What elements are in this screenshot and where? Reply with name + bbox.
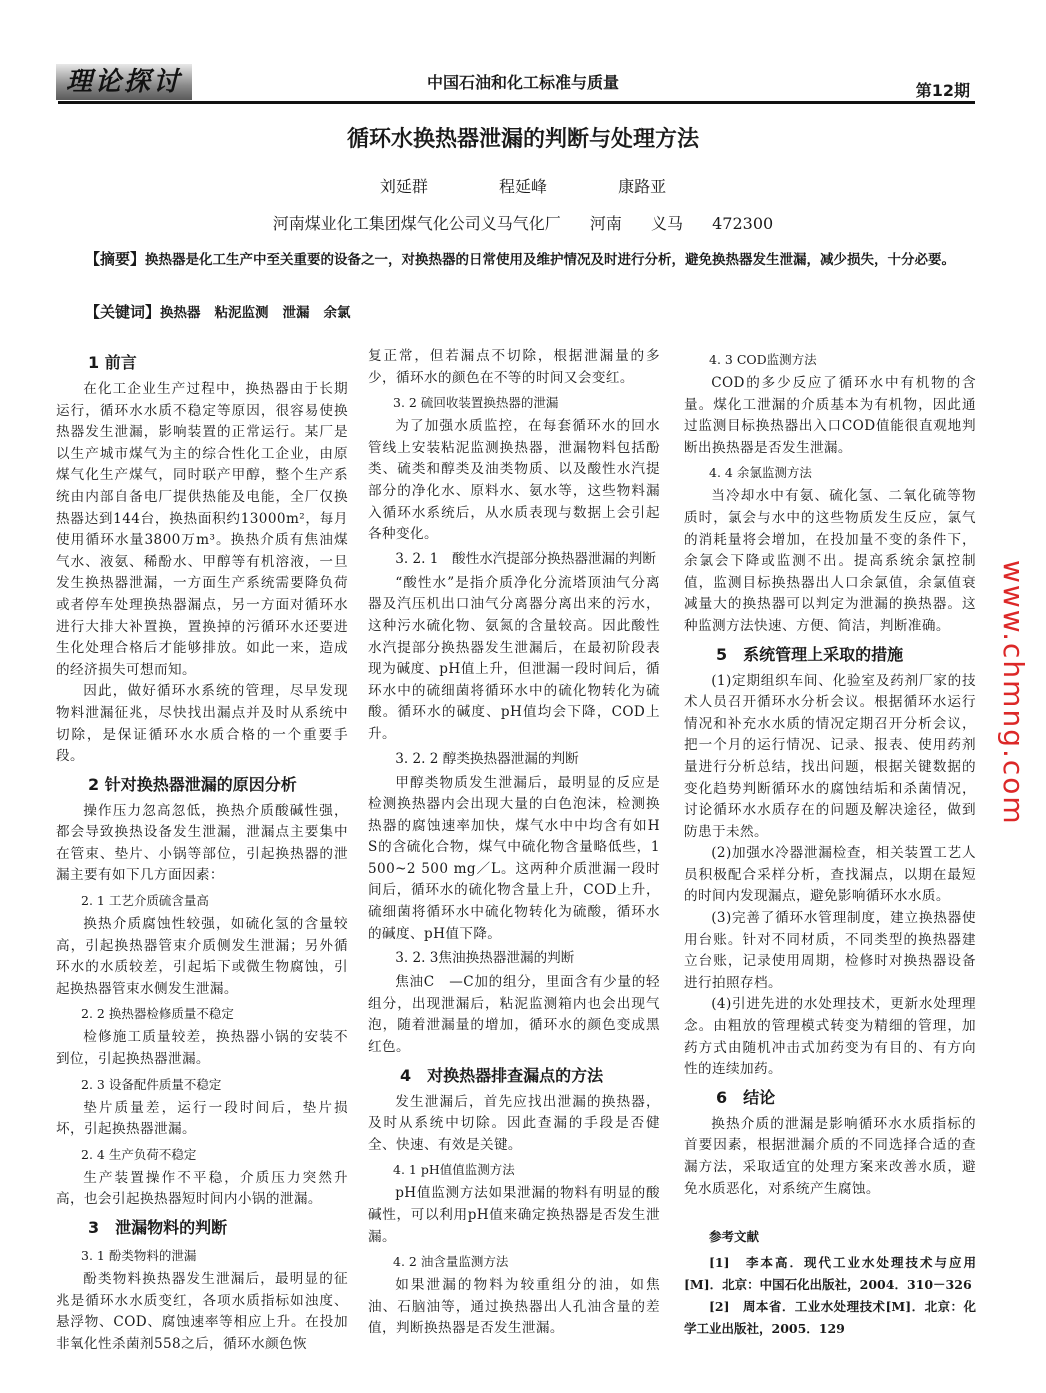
paragraph: 焦油C —C加的组分，里面含有少量的轻组分，出现泄漏后，粘泥监测箱内也会出现气泡，随着泄漏量的增加，循环水的颜色变成黑红色。 [368, 974, 660, 1056]
keywords [58, 301, 975, 322]
paragraph: 复正常，但若漏点不切除，根据泄漏量的多少，循环水的颜色在不等的时间又会变红。 [368, 348, 660, 386]
references-title: 参考文献 [709, 1229, 760, 1245]
subsection-heading: 2. 2 换热器检修质量不稳定 [81, 1006, 234, 1022]
paragraph: 发生泄漏后，首先应找出泄漏的换热器，及时从系统中切除。因此查漏的手段是否健全、快速、有效是关键。 [368, 1093, 660, 1153]
paragraph: (3)完善了循环水管理制度，建立换热器使用台账。针对不同材质，不同类型的换热器建立台账，记录使用周期，检修时对换热器设备进行拍照存档。 [684, 910, 976, 991]
subsection-heading: 2. 4 生产负荷不稳定 [81, 1146, 197, 1162]
subsection-heading: 3. 2 硫回收装置换热器的泄漏 [393, 395, 559, 411]
paragraph: 甲醇类物质发生泄漏后，最明显的反应是检测换热器内会出现大量的白色泡沫，检测换热器的腐蚀速率加快，煤气水中中均含有如H S的含硫化合物，煤气中硫化物含量略低些，1 500~2 500 mg／L。这两种介质泄漏一段时间后，循环水的硫化物含量上升，COD上升，硫细菌将循环水中硫化物转化为硫酸，循环水的碱度、pH值下降。 [368, 774, 674, 942]
paragraph: pH值监测方法如果泄漏的物料有明显的酸碱性，可以利用pH值来确定换热器是否发生泄漏。 [368, 1185, 660, 1245]
keywords-label: 【关键词】 [85, 303, 161, 321]
subsection-heading: 2. 3 设备配件质量不稳定 [81, 1076, 222, 1092]
paragraph: 垫片质量差，运行一段时间后，垫片损坏，引起换热器泄漏。 [56, 1099, 348, 1138]
affiliation-postcode: 472300 [712, 214, 774, 233]
authors [0, 174, 1046, 197]
paragraph: 换热介质腐蚀性较强，如硫化氢的含量较高，引起换热器管束介质侧发生泄漏；另外循环水的水质较差，引起垢下或微生物腐蚀，引起换热器管束水侧发生泄漏。 [56, 916, 348, 997]
watermark: www.chmng.com [997, 560, 1030, 826]
subsection-heading: 3. 1 酚类物料的泄漏 [81, 1248, 197, 1263]
section-heading: 4 对换热器排查漏点的方法 [400, 1065, 604, 1085]
reference-item: [2] 周本省．工业水处理技术[M]．北京：化学工业出版社，2005．129 [684, 1298, 976, 1336]
subsection-heading: 4. 2 油含量监测方法 [393, 1254, 509, 1270]
author: 康路亚 [618, 177, 667, 196]
subsubsection-heading: 3. 2. 3焦油换热器泄漏的判断 [395, 950, 575, 967]
reference-item: [1] 李本高．现代工业水处理技术与应用[M]．北京：中国石化出版社，2004．310－326 [684, 1254, 976, 1292]
subsubsection-heading: 3. 2. 1 酸性水汽提部分换热器泄漏的判断 [395, 550, 656, 567]
affiliation-city: 义马 [651, 214, 684, 233]
body-column-3 [684, 346, 976, 1340]
issue-number: 第12期 [915, 81, 970, 100]
section-heading: 5 系统管理上采取的措施 [716, 644, 904, 664]
article-title: 循环水换热器泄漏的判断与处理方法 [346, 127, 699, 152]
paragraph: 在化工企业生产过程中，换热器由于长期运行，循环水水质不稳定等原因，很容易使换热器发生泄漏，影响装置的正常运行。某厂是以生产城市煤气为主的综合性化工企业，由原煤气化生产煤气，同时联产甲醇，整个生产系统由内部自备电厂提供热能及电能，全厂仅换热器达到144台，换热面积约13000m²，每月使用循环水量3800万m³。换热介质有焦油煤气水、液氨、稀酚水、甲醇等有机溶液，一旦发生换热器泄漏，一方面生产系统需要降负荷或者停车处理换热器漏点，另一方面对循环水进行大排大补置换，置换掉的污循环水还要进生化处理合格后才能够排放。如此一来，造成的经济损失可想而知。 [56, 381, 348, 678]
paragraph: 酚类物料换热器发生泄漏后，最明显的征兆是循环水水质变红，各项水质指标如浊度、悬浮物、COD、腐蚀速率等相应上升。在投加非氧化性杀菌剂558之后，循环水颜色恢 [56, 1271, 348, 1352]
section-logo: 理论探讨 [56, 64, 192, 100]
body-column-1 [56, 346, 348, 1355]
paragraph: 因此，做好循环水系统的管理，尽早发现物料泄漏征兆，尽快找出漏点并及时从系统中切除，是保证循环水水质合格的一个重要手段。 [56, 683, 348, 765]
section-heading: 3 泄漏物料的判断 [88, 1218, 228, 1237]
author: 程延峰 [498, 177, 547, 196]
journal-name: 中国石油和化工标准与质量 [426, 73, 619, 92]
section-heading: 2 针对换热器泄漏的原因分析 [88, 774, 297, 794]
keyword: 泄漏 [282, 305, 310, 321]
header-rule [58, 101, 975, 104]
paragraph: 换热介质的泄漏是影响循环水水质指标的首要因素，根据泄漏介质的不同选择合适的查漏方法，采取适宜的处理方案来改善水质，避免水质恶化，对系统产生腐蚀。 [684, 1115, 976, 1197]
keyword: 换热器 [160, 305, 201, 321]
paragraph: 操作压力忽高忽低，换热介质酸碱性强，都会导致换热设备发生泄漏，泄漏点主要集中在管束、垫片、小锅等部位，引起换热器的泄漏主要有如下几方面因素： [56, 802, 348, 884]
section-heading: 1 前言 [88, 353, 137, 372]
paragraph: 当冷却水中有氨、硫化氢、二氧化硫等物质时，氯会与水中的这些物质发生反应，氯气的消耗量将会增加，在投加量不变的条件下，余氯会下降或监测不出。提高系统余氯控制值，监测目标换热器出人口余氯值，余氯值衰减量大的换热器可以判定为泄漏的换热器。这种监测方法快速、方便、简洁，判断准确。 [684, 488, 976, 634]
subsection-heading: 2. 1 工艺介质硫含量高 [81, 893, 209, 909]
paragraph: 检修施工质量较差，换热器小锅的安装不到位，引起换热器泄漏。 [56, 1029, 348, 1068]
paragraph: 生产装置操作不平稳，介质压力突然升高，也会引起换热器短时间内小锅的泄漏。 [56, 1169, 348, 1208]
affiliation-org: 河南煤业化工集团煤气化公司义马气化厂 [272, 214, 561, 233]
affiliation-province: 河南 [589, 214, 622, 233]
paragraph: 如果泄漏的物料为较重组分的油，如焦油、石脑油等，通过换热器出人孔油含量的差值，判断换热器是否发生泄漏。 [368, 1277, 660, 1337]
section-heading: 6 结论 [716, 1087, 776, 1107]
affiliation [0, 211, 1046, 234]
paragraph: “酸性水”是指介质净化分流塔顶油气分离器及汽压机出口油气分离器分离出来的污水，这种污水硫化物、氨氮的含量较高。因此酸性水汽提部分换热器发生泄漏后，在最初阶段表现为碱度、pH值上升，但泄漏一段时间后，循环水中的硫细菌将循环水中的硫化物转化为硫酸。循环水的碱度、pH值均会下降，COD上升。 [368, 574, 660, 742]
subsubsection-heading: 3. 2. 2 醇类换热器泄漏的判断 [395, 750, 579, 767]
subsection-heading: 4. 1 pH值值监测方法 [393, 1162, 515, 1178]
abstract [58, 247, 975, 272]
keyword: 余氯 [323, 305, 351, 321]
paragraph: COD的多少反应了循环水中有机物的含量。煤化工泄漏的介质基本为有机物，因此通过监测目标换热器出入口COD值能很直观地判断出换热器是否发生泄漏。 [684, 375, 976, 456]
abstract-text: 换热器是化工生产中至关重要的设备之一，对换热器的日常使用及维护情况及时进行分析，避免换热器发生泄漏，减少损失，十分必要。 [145, 252, 956, 268]
subsection-heading: 4. 3 COD监测方法 [709, 352, 817, 367]
paragraph: (1)定期组织车间、化验室及药剂厂家的技术人员召开循环水分析会议。根据循环水运行情况和补充水水质的情况定期召开分析会议，把一个月的运行情况、记录、报表、使用药剂量进行分析总结，找出问题，根据关键数据的变化趋势判断循环水的腐蚀结垢和杀菌情况，讨论循环水水质存在的问题及解决途径，做到防患于未然。 [684, 672, 976, 840]
subsection-heading: 4. 4 余氯监测方法 [709, 465, 812, 481]
keyword: 粘泥监测 [214, 305, 269, 321]
abstract-label: 【摘要】 [85, 250, 146, 268]
paragraph: (4)引进先进的水处理技术，更新水处理理念。由粗放的管理模式转变为精细的管理，加药方式由随机冲击式加药变为有目的、有方向性的连续加药。 [684, 996, 976, 1078]
body-column-2 [368, 346, 674, 1340]
paragraph: 为了加强水质监控，在每套循环水的回水管线上安装粘泥监测换热器，泄漏物料包括酚类、硫类和醇类及油类物质、以及酸性水汽提部分的净化水、原料水、氨水等，这些物料漏入循环水系统后，从水质表现与数据上会引起各种变化。 [368, 418, 660, 543]
paragraph: (2)加强水冷器泄漏检查，相关装置工艺人员积极配合采样分析，查找漏点，以期在最短的时间内发现漏点，避免影响循环水水质。 [684, 845, 976, 905]
author: 刘延群 [379, 177, 428, 196]
